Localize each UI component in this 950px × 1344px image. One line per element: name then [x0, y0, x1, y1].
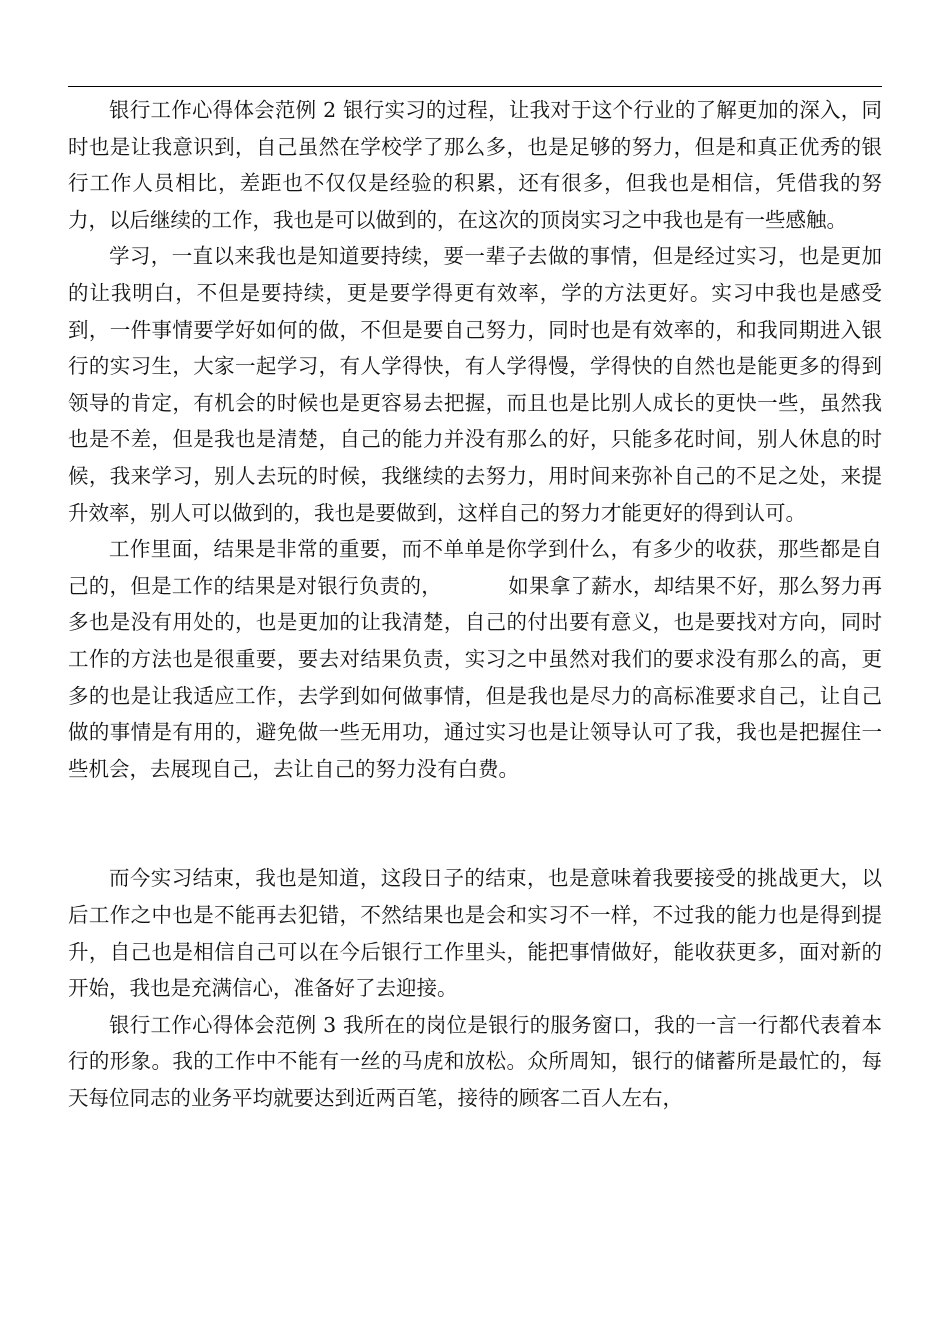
paragraph-example-2: 银行工作心得体会范例 2 银行实习的过程，让我对于这个行业的了解更加的深入，同时也是让我意识到，自己虽然在学校学了那么多，也是足够的努力，但是和真正优秀的银行工作人员相比，差距也不仅仅是经验的积累，还有很多，但我也是相信，凭借我的努力，以后继续的工作，我也是可以做到的，在这次的顶岗实习之中我也是有一些感触。 — [68, 98, 882, 232]
paragraph-work-results — [68, 531, 882, 787]
document-body — [68, 92, 882, 1117]
paragraph-learning: 学习，一直以来我也是知道要持续，要一辈子去做的事情，但是经过实习，也是更加的让我明白，不但是要持续，更是要学得更有效率，学的方法更好。实习中我也是感受到，一件事情要学好如何的做，不但是要自己努力，同时也是有效率的，和我同期进入银行的实习生，大家一起学习，有人学得快，有人学得慢，学得快的自然也是能更多的得到领导的肯定，有机会的时候也是更容易去把握，而且也是比别人成长的更快一些，虽然我也是不差，但是我也是清楚，自己的能力并没有那么的好，只能多花时间，别人休息的时候，我来学习，别人去玩的时候，我继续的去努力，用时间来弥补自己的不足之处，来提升效率，别人可以做到的，我也是要做到，这样自己的努力才能更好的得到认可。 — [68, 244, 882, 525]
blank-line — [68, 787, 882, 860]
header-rule — [68, 86, 882, 87]
paragraph-example-3: 银行工作心得体会范例 3 我所在的岗位是银行的服务窗口，我的一言一行都代表着本行的形象。我的工作中不能有一丝的马虎和放松。众所周知，银行的储蓄所是最忙的，每天每位同志的业务平均就要达到近两百笔，接待的顾客二百人左右， — [68, 1012, 882, 1111]
paragraph-internship-end: 而今实习结束，我也是知道，这段日子的结束，也是意味着我要接受的挑战更大，以后工作之中也是不能再去犯错，不然结果也是会和实习不一样，不过我的能力也是得到提升，自己也是相信自己可以在今后银行工作里头，能把事情做好，能收获更多，面对新的开始，我也是充满信心，准备好了去迎接。 — [68, 866, 882, 1001]
paragraph-work-results-part-1: 工作里面，结果是非常的重要，而不单单是你学到什么，有多少的收获，那些都是自己的，但是工作的结果是对银行负责的， — [68, 537, 882, 598]
paragraph-work-results-part-2: 如果拿了薪水，却结果不好，那么努力再多也是没有用处的，也是更加的让我清楚，自己的付出要有意义，也是要找对方向，同时工作的方法也是很重要，要去对结果负责，实习之中虽然对我们的要求没有那么的高，更多的也是让我适应工作，去学到如何做事情，但是我也是尽力的高标准要求自己，让自己做的事情是有用的，避免做一些无用功，通过实习也是让领导认可了我，我也是把握住一些机会，去展现自己，去让自己的努力没有白费。 — [68, 573, 882, 781]
